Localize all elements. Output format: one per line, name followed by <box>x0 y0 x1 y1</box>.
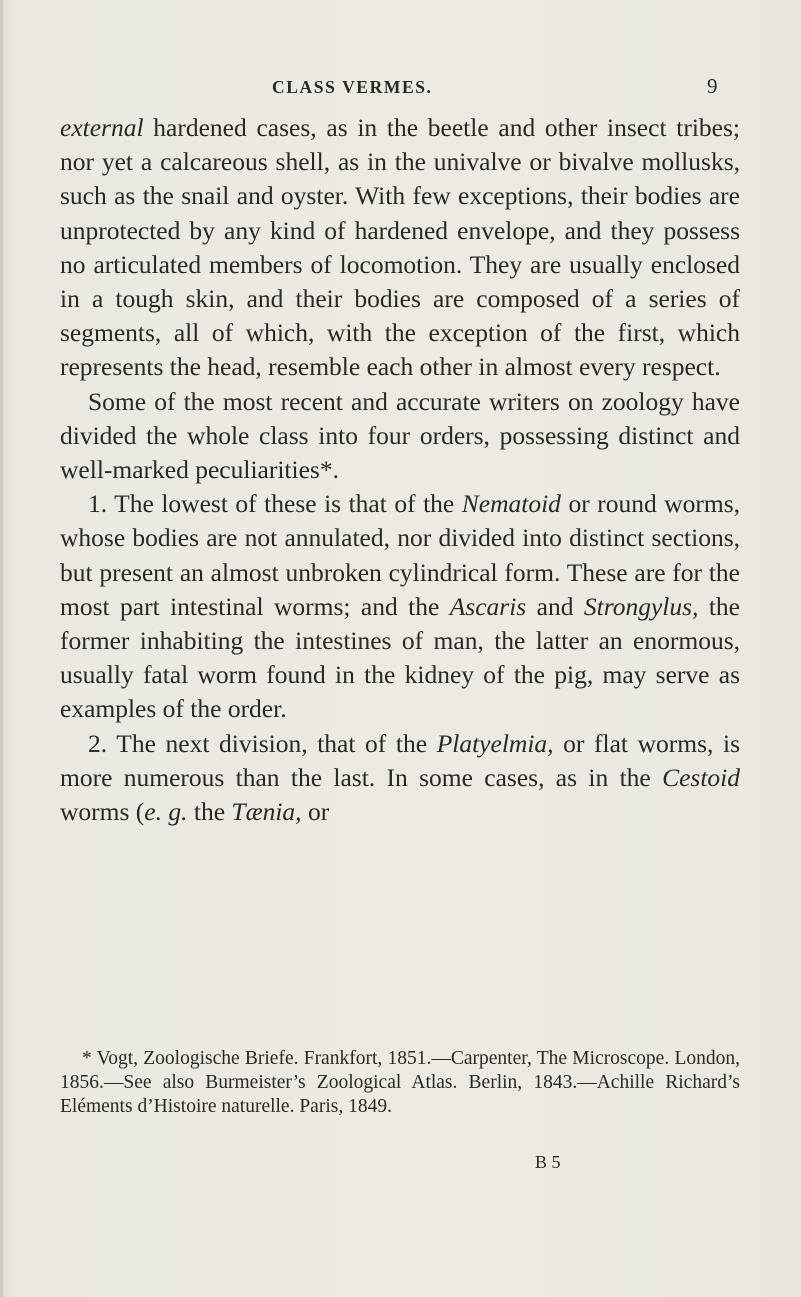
footnote: * Vogt, Zoologische Briefe. Frankfort, 1851.—Carpenter, The Microscope. London, 1856.—See also Burmeister’s Zoological Atlas. Berlin, 1843.—Achille Richard’s Eléments d’Histoire naturelle. Paris, 1849. <box>60 1048 740 1117</box>
signature-mark: B 5 <box>535 1152 561 1172</box>
page-gutter <box>0 0 3 1297</box>
paragraph-text: hardened cases, as in the beetle and other insect tribes; nor yet a calcareous shell, as in the univalve or bivalve mollusks, such as the snail and oyster. With few exceptions, their bodies are unprotected by any kind of hardened envelope, and they possess no articulated members of locomotion. They are usually enclosed in a tough skin, and their bodies are composed of a series of segments, all of which, with the exception of the first, which represents the head, resemble each other in almost every respect. <box>60 113 740 382</box>
text-run: 1. The lowest of these is that of the <box>88 489 462 519</box>
paragraph-2 <box>60 385 740 488</box>
text-run: and <box>526 591 584 621</box>
italic-term: Platyelmia, <box>436 728 554 758</box>
text-run: the former inhabiting the intestines of man, the latter an enormous, usually fatal worm found in the kidney of the pig, may serve as examples of the order. <box>60 591 740 724</box>
text-run: the <box>187 797 232 827</box>
running-header <box>0 74 801 101</box>
italic-term: Cestoid <box>662 762 740 792</box>
paragraph-4 <box>60 727 740 830</box>
text-run: or flat worms, is more numerous than the last. In some cases, as in the <box>60 728 740 792</box>
italic-term: Ascaris <box>449 591 527 621</box>
running-title: CLASS VERMES. <box>272 77 433 97</box>
paragraph-1 <box>60 111 740 385</box>
text-run: worms ( <box>60 797 145 827</box>
paragraph-text: Some of the most recent and accurate writers on zoology have divided the whole class into four orders, possessing distinct and well-marked peculiarities*. <box>60 386 740 485</box>
italic-term: Nematoid <box>461 489 561 519</box>
italic-term: Tænia, <box>231 797 302 827</box>
italic-term: external <box>60 113 144 142</box>
italic-term: e. g. <box>144 797 188 827</box>
text-run: or round worms, whose bodies are not annulated, nor divided into distinct sections, but present an almost unbroken cylindrical form. These are for the most part intestinal worms; and the <box>60 489 740 621</box>
paragraph-3 <box>60 487 740 726</box>
text-run: or <box>301 797 330 827</box>
text-run: 2. The next division, that of the <box>88 728 437 758</box>
italic-term: Strongylus, <box>583 591 699 621</box>
body-text <box>60 111 740 829</box>
footnotes <box>60 1047 740 1119</box>
page-number: 9 <box>707 74 718 98</box>
